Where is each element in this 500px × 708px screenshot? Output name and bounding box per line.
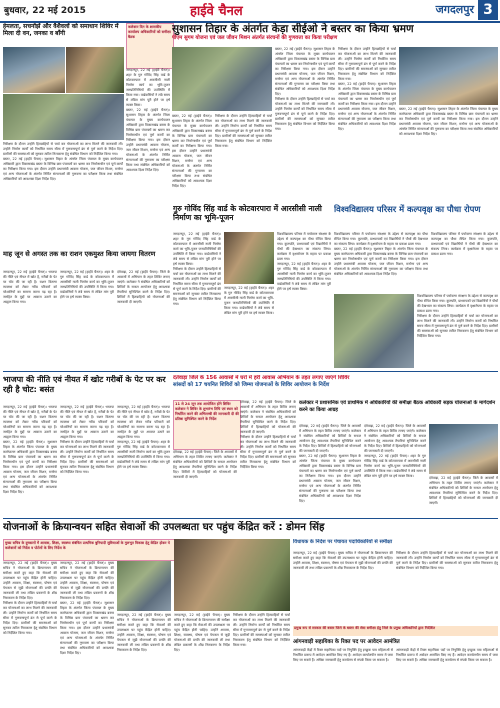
main-story-subheadline: पीएम सुगम योजना एवं जल जीवन मिशन अंतर्गत संरचनों की गुणवत्ता का किया परीक्षण — [172, 35, 338, 41]
vv-headline: विश्वविद्यालय परिसर में कल्पवृक्ष का पौधा रोपण — [334, 204, 481, 214]
paragraph: जगदलपुर, 22 मई (हाईवे चैनल)। मुख्य सचिव ने योजनाओं के क्रियान्वयन की समीक्षा करते हुए कहा कि सेवाओं की उपलब्धता घर पहुंच केंद्रित होनी चाहिए। उन्होंने आवास, शिक्षा, स्वास्थ्य, पोषण एवं पेयजल से जुड़ी योजनाओं की प्रगति की जानकारी ली तथा लंबित प्रकरणों के शीघ्र निराकरण के निर्देश दिए। — [3, 561, 57, 600]
section-divider — [3, 518, 498, 519]
left-top-headline-block — [3, 23, 123, 45]
paragraph: बस्तर, 22 मई (हाईवे चैनल)। सुशासन तिहार के अंतर्गत जिला पंचायत के मुख्य कार्यपालन अधिकारी द्वारा विकासखंड बस्तर के विभिन्न ग्राम पंचायतों का भ्रमण कर निर्माणाधीन एवं पूर्ण कार्यों का निरीक्षण किया गया। इस दौरान उन्होंने प्रधानमंत्री आवास योजना, जल जीवन मिशन, मनरेगा एवं अन्य योजनाओं के अंतर्गत निर्मित संरचनाओं की गुणवत्ता का परीक्षण किया तथा संबंधित अधिकारियों को आवश्यक दिशा निर्देश दिए। — [3, 157, 123, 181]
paragraph: आंगनवाड़ी केंद्रों में रिक्त सहायिका पदों पर नियुक्ति हेतु इच्छुक पात्र महिलाओं से निर्धारित प्रारूप में आवेदन आमंत्रित किए गए हैं। आवेदन कार्यालयीन समय में जमा किए जा सकते हैं। अधिक जानकारी हेतु कार्यालय से संपर्क किया जा सकता है। — [396, 648, 498, 662]
paragraph: दंतेवाड़ा, 22 मई (हाईवे चैनल)। जिले के आवासों में अभियान के तहत शिविर लगाए जाएंगे। कलेक्टर ने संबंधित अधिकारियों को शिविरों के सफल आयोजन हेतु आवश्यक तैयारियां सुनिश्चित करने के निर्देश दिए। शिविरों में हितग्राहियों को योजनाओं की जानकारी दी जाएगी। — [429, 476, 498, 505]
paragraph: बस्तर, 22 मई (हाईवे चैनल)। सुशासन तिहार के अंतर्गत जिला पंचायत के मुख्य कार्यपालन अधिकारी द्वारा विकासखंड बस्तर के विभिन्न ग्राम पंचायतों का भ्रमण कर निर्माणाधीन एवं पूर्ण कार्यों का निरीक्षण किया गया। इस दौरान उन्होंने प्रधानमंत्री आवास योजना, जल जीवन मिशन, मनरेगा एवं अन्य योजनाओं के अंतर्गत निर्मित संरचनाओं की गुणवत्ता का परीक्षण किया तथा संबंधित अधिकारियों को आवश्यक दिशा निर्देश दिए। — [172, 114, 212, 188]
paragraph: निरीक्षण के दौरान उन्होंने हितग्राहियों से चर्चा कर योजनाओं का लाभ मिलने की जानकारी ली। उन्होंने निर्माण कार्यों को निर्धारित समय सीमा में गुणवत्तापूर्ण ढंग से पूर्ण करने के निर्देश दिए। ग्रामीणों की समस्याओं को सुनकर त्वरित निराकरण हेतु संबंधित विभाग को निर्देशित किया गया। — [173, 267, 221, 306]
anganwadi-header — [293, 638, 498, 647]
inset-box-text: 11 से 24 जून तक आयोजित होंगे शिविर कलेक्टर ने शिविर के शुभारंभ तिथि एवं स्थल को निर्धारित करने की अभिलम्बी की जानकारी दी की प्रतिष्ठा सुनिश्चित करने के निर्देश — [175, 402, 239, 421]
anganwadi-body2 — [396, 648, 498, 706]
ration-story-header — [3, 250, 171, 268]
paragraph: बस्तर, 22 मई (हाईवे चैनल)। सुशासन तिहार के अंतर्गत जिला पंचायत के मुख्य कार्यपालन अधिकारी द्वारा विकासखंड बस्तर के विभिन्न ग्राम पंचायतों का भ्रमण कर निर्माणाधीन एवं पूर्ण कार्यों का निरीक्षण किया गया। इस दौरान उन्होंने प्रधानमंत्री आवास योजना, जल जीवन मिशन, मनरेगा एवं अन्य योजनाओं के अंतर्गत निर्मित संरचनाओं की गुणवत्ता का परीक्षण किया तथा संबंधित अधिकारियों को आवश्यक दिशा निर्देश दिए। — [275, 47, 335, 96]
paragraph: जगदलपुर, 22 मई (हाईवे चैनल)। शहर के गुरु गोविंद सिंह वार्ड के कोटवारपारा में आरसीसी नाली निर्माण कार्य का भूमि-पूजन जनप्रतिनिधियों की उपस्थिति में किया गया। वार्डवासियों ने लंबे समय से लंबित मांग पूरी होने पर हर्ष व्यक्त किया। — [173, 232, 221, 266]
guru-body-col3 — [277, 232, 331, 368]
inset-box — [173, 400, 241, 450]
paragraph: निरीक्षण के दौरान उन्होंने हितग्राहियों से चर्चा कर योजनाओं का लाभ मिलने की जानकारी ली। उन्होंने निर्माण कार्यों को निर्धारित समय सीमा में गुणवत्तापूर्ण ढंग से पूर्ण करने के निर्देश दिए। ग्रामीणों की समस्याओं को सुनकर त्वरित निराकरण हेतु संबंधित विभाग को निर्देशित किया गया। — [240, 435, 296, 469]
anganwadi-body1 — [293, 648, 393, 706]
bjp-headline: भाजपा की नीति एवं नीयत में खोट गरीबों के पेट पर कर रही है चोट: बसंत — [3, 375, 166, 394]
vv-story-header — [334, 204, 498, 230]
paragraph: बस्तर, 22 मई (हाईवे चैनल)। सुशासन तिहार के अंतर्गत जिला पंचायत के मुख्य कार्यपालन अधिकारी द्वारा विकासखंड बस्तर के विभिन्न ग्राम पंचायतों का भ्रमण कर निर्माणाधीन एवं पूर्ण कार्यों का निरीक्षण किया गया। इस दौरान उन्होंने प्रधानमंत्री आवास योजना, जल जीवन मिशन, मनरेगा एवं अन्य योजनाओं के अंतर्गत निर्मित संरचनाओं की गुणवत्ता का परीक्षण किया तथा संबंधित अधिकारियों को आवश्यक दिशा निर्देश दिए। — [60, 601, 114, 655]
photo-main-2 — [399, 47, 498, 105]
paragraph: निरीक्षण के दौरान उन्होंने हितग्राहियों से चर्चा कर योजनाओं का लाभ मिलने की जानकारी ली। उन्होंने निर्माण कार्यों को निर्धारित समय सीमा में गुणवत्तापूर्ण ढंग से पूर्ण करने के निर्देश दिए। ग्रामीणों की समस्याओं को सुनकर त्वरित निराकरण हेतु संबंधित विभाग को निर्देशित किया गया। — [396, 551, 498, 570]
main-body-col5 — [399, 107, 498, 200]
section-divider — [3, 371, 498, 372]
left-top-body — [3, 142, 123, 246]
paragraph: जगदलपुर, 22 मई (हाईवे चैनल)। शहर के गुरु गोविंद सिंह वार्ड के कोटवारपारा में आरसीसी नाली निर्माण कार्य का भूमि-पूजन जनप्रतिनिधियों की उपस्थिति में किया गया। वार्डवासियों ने लंबे समय से लंबित मांग पूरी होने पर हर्ष व्यक्त किया। — [60, 270, 114, 299]
highlight-strip-text: प्रमुख रूप से सरकार की बस्तर जिले के बस्तर की सेवा समीक्षा हेतु जिले के प्रमुख अधिकारियों द्वारा निर्देशित — [294, 626, 435, 630]
paragraph: बस्तर, 22 मई (हाईवे चैनल)। सुशासन तिहार के अंतर्गत जिला पंचायत के मुख्य कार्यपालन अधिकारी द्वारा विकासखंड बस्तर के विभिन्न ग्राम पंचायतों का भ्रमण कर निर्माणाधीन एवं पूर्ण कार्यों का निरीक्षण किया गया। इस दौरान उन्होंने प्रधानमंत्री आवास योजना, जल जीवन मिशन, मनरेगा एवं अन्य योजनाओं के अंतर्गत निर्मित संरचनाओं की गुणवत्ता का परीक्षण किया तथा संबंधित अधिकारियों को आवश्यक दिशा निर्देश दिए। — [126, 108, 170, 172]
paragraph: जगदलपुर, 22 मई (हाईवे चैनल)। मुख्य सचिव ने योजनाओं के क्रियान्वयन की समीक्षा करते हुए कहा कि सेवाओं की उपलब्धता घर पहुंच केंद्रित होनी चाहिए। उन्होंने आवास, शिक्षा, स्वास्थ्य, पोषण एवं पेयजल से जुड़ी योजनाओं की प्रगति की जानकारी ली तथा लंबित प्रकरणों के शीघ्र निराकरण के निर्देश दिए। — [293, 551, 393, 570]
dantewada-banner — [173, 375, 498, 397]
main-story-header — [172, 23, 498, 45]
photo-left-1 — [3, 47, 65, 93]
paragraph: निरीक्षण के दौरान उन्होंने हितग्राहियों से चर्चा कर योजनाओं का लाभ मिलने की जानकारी ली। उन्होंने निर्माण कार्यों को निर्धारित समय सीमा में गुणवत्तापूर्ण ढंग से पूर्ण करने के निर्देश दिए। ग्रामीणों की समस्याओं को सुनकर त्वरित निराकरण हेतु संबंधित विभाग को निर्देशित किया गया। — [417, 314, 498, 338]
paragraph: बस्तर, 22 मई (हाईवे चैनल)। सुशासन तिहार के अंतर्गत जिला पंचायत के मुख्य कार्यपालन अधिकारी द्वारा विकासखंड बस्तर के विभिन्न ग्राम पंचायतों का भ्रमण कर निर्माणाधीन एवं पूर्ण कार्यों का निरीक्षण किया गया। इस दौरान उन्होंने प्रधानमंत्री आवास योजना, जल जीवन मिशन, मनरेगा एवं अन्य योजनाओं के अंतर्गत निर्मित संरचनाओं की गुणवत्ता का परीक्षण किया तथा संबंधित अधिकारियों को आवश्यक दिशा निर्देश दिए। — [338, 82, 396, 131]
sidebar-body — [126, 68, 170, 194]
anganwadi-headline: आंगनवाड़ी सहायिका के रिक्त पद पर आवेदन आमंत्रित — [293, 639, 400, 645]
main-body-col1 — [172, 114, 212, 200]
paragraph: विश्वविद्यालय परिसर में पर्यावरण संरक्षण के उद्देश्य से कल्पवृक्ष का पौधा रोपित किया गया। कुलपति, प्राध्यापकों एवं विद्यार्थियों ने पौधों की देखभाल का संकल्प लिया। कार्यक्रम में वृक्षारोपण के महत्व पर प्रकाश डाला गया। — [417, 294, 498, 313]
photo-collector — [429, 424, 498, 474]
city-name: जगदलपुर — [435, 3, 474, 16]
photo-left-3 — [3, 94, 124, 140]
guru-body-col1 — [173, 232, 221, 368]
dantewada-subheadline: सांसदों को 17 चयनित शिविरों को जिम्मा योजनाओं के शिविर आयोजन के निर्देश — [173, 382, 330, 388]
collector-body-col2 — [364, 424, 426, 515]
paragraph: जगदलपुर, 22 मई (हाईवे चैनल)। भाजपा की नीति एवं नीयत में खोट है, गरीबों के पेट पर चोट की जा रही है। राशन वितरण व्यवस्था को लेकर गरीब परिवारों को परेशानियों का सामना करना पड़ रहा है। जनहित के मुद्दों पर आवाज उठाने का आह्वान किया गया। — [3, 405, 57, 439]
guru-headline: गुरु गोविंद सिंह वार्ड के कोटवारपारा में आरसीसी नाली निर्माण का भूमि-पूजन — [173, 204, 322, 222]
paragraph: निरीक्षण के दौरान उन्होंने हितग्राहियों से चर्चा कर योजनाओं का लाभ मिलने की जानकारी ली। उन्होंने निर्माण कार्यों को निर्धारित समय सीमा में गुणवत्तापूर्ण ढंग से पूर्ण करने के निर्देश दिए। ग्रामीणों की समस्याओं को सुनकर त्वरित निराकरण हेतु संबंधित विभाग को निर्देशित किया गया। — [233, 613, 290, 647]
paragraph: बस्तर, 22 मई (हाईवे चैनल)। सुशासन तिहार के अंतर्गत जिला पंचायत के मुख्य कार्यपालन अधिकारी द्वारा विकासखंड बस्तर के विभिन्न ग्राम पंचायतों का भ्रमण कर निर्माणाधीन एवं पूर्ण कार्यों का निरीक्षण किया गया। इस दौरान उन्होंने प्रधानमंत्री आवास योजना, जल जीवन मिशन, मनरेगा एवं अन्य योजनाओं के अंतर्गत निर्मित संरचनाओं की गुणवत्ता का परीक्षण किया तथा संबंधित अधिकारियों को आवश्यक दिशा निर्देश दिए। — [3, 440, 57, 494]
bottom-headline: योजनाओं के क्रियान्वयन सहित सेवाओं की उपलब्धता घर पहुंच केंद्रित करें : डोमन सिंह — [3, 522, 325, 533]
photo-left-2 — [66, 47, 124, 93]
bjp-body-col2 — [60, 405, 114, 515]
paragraph: विश्वविद्यालय परिसर में पर्यावरण संरक्षण के उद्देश्य से कल्पवृक्ष का पौधा रोपित किया गया। कुलपति, प्राध्यापकों एवं विद्यार्थियों ने पौधों की देखभाल का संकल्प लिया। कार्यक्रम में वृक्षारोपण के महत्व पर प्रकाश डाला गया। — [334, 232, 428, 246]
page-header — [0, 0, 500, 23]
paragraph: दंतेवाड़ा, 22 मई (हाईवे चैनल)। जिले के आवासों में अभियान के तहत शिविर लगाए जाएंगे। कलेक्टर ने संबंधित अधिकारियों को शिविरों के सफल आयोजन हेतु आवश्यक तैयारियां सुनिश्चित करने के निर्देश दिए। शिविरों में हितग्राहियों को योजनाओं की जानकारी दी जाएगी। — [364, 424, 426, 453]
photo-bottom-2 — [174, 539, 290, 611]
vv-body-bottom — [417, 294, 498, 368]
collector-body-col1 — [299, 424, 361, 515]
guru-story-header — [173, 204, 331, 230]
ration-body-col1 — [3, 270, 57, 368]
bjp-story-header — [3, 375, 171, 403]
paragraph: जगदलपुर, 22 मई (हाईवे चैनल)। शहर के गुरु गोविंद सिंह वार्ड के कोटवारपारा में आरसीसी नाली निर्माण कार्य का भूमि-पूजन जनप्रतिनिधियों की उपस्थिति में किया गया। वार्डवासियों ने लंबे समय से लंबित मांग पूरी होने पर हर्ष व्यक्त किया। — [117, 440, 170, 469]
paragraph: निरीक्षण के दौरान उन्होंने हितग्राहियों से चर्चा कर योजनाओं का लाभ मिलने की जानकारी ली। उन्होंने निर्माण कार्यों को निर्धारित समय सीमा में गुणवत्तापूर्ण ढंग से पूर्ण करने के निर्देश दिए। ग्रामीणों की समस्याओं को सुनकर त्वरित निराकरण हेतु संबंधित विभाग को निर्देशित किया गया। — [275, 97, 335, 131]
main-body-col2 — [215, 114, 272, 200]
bottom-sub-right: विधायक के निर्देश पर पंचायत पदाधिकारियों से समीक्षा — [293, 539, 393, 545]
collector-body-col3 — [429, 476, 498, 515]
bottom-sub-left: मुख्य सचिव के दुष्कालों में आवास, शिक्षा, स्वास्थ्य संबंधित प्राथमिक बुनियादी सुविधाओं के मुलभूत विकास हेतु केंद्रित होकर ये कलेक्टरों को निर्देश व पोर्टलों के लिए निर्देश के — [5, 541, 170, 550]
bottom-body-col4 — [174, 613, 230, 706]
dantewada-body-col2 — [240, 400, 296, 515]
photo-guru — [224, 232, 274, 284]
photo-bottom-1 — [117, 561, 171, 611]
paragraph: दंतेवाड़ा, 22 मई (हाईवे चैनल)। जिले के आवासों में अभियान के तहत शिविर लगाए जाएंगे। कलेक्टर ने संबंधित अधिकारियों को शिविरों के सफल आयोजन हेतु आवश्यक तैयारियां सुनिश्चित करने के निर्देश दिए। शिविरों में हितग्राहियों को योजनाओं की जानकारी दी जाएगी। — [299, 424, 361, 453]
paragraph: जगदलपुर, 22 मई (हाईवे चैनल)। शहर के गुरु गोविंद सिंह वार्ड के कोटवारपारा में आरसीसी नाली निर्माण कार्य का भूमि-पूजन जनप्रतिनिधियों की उपस्थिति में किया गया। वार्डवासियों ने लंबे समय से लंबित मांग पूरी होने पर हर्ष व्यक्त किया। — [364, 454, 426, 478]
dantewada-headline: दंतेवाड़ा जिले के 156 आवासों में घरों में हरी आवास अभियान के तहत लगाए जाएंगे शिविर — [173, 375, 350, 381]
paragraph: निरीक्षण के दौरान उन्होंने हितग्राहियों से चर्चा कर योजनाओं का लाभ मिलने की जानकारी ली। उन्होंने निर्माण कार्यों को निर्धारित समय सीमा में गुणवत्तापूर्ण ढंग से पूर्ण करने के निर्देश दिए। ग्रामीणों की समस्याओं को सुनकर त्वरित निराकरण हेतु संबंधित विभाग को निर्देशित किया गया। — [215, 114, 272, 148]
paragraph: जगदलपुर, 22 मई (हाईवे चैनल)। शहर के गुरु गोविंद सिंह वार्ड के कोटवारपारा में आरसीसी नाली निर्माण कार्य का भूमि-पूजन जनप्रतिनिधियों की उपस्थिति में किया गया। वार्डवासियों ने लंबे समय से लंबित मांग पूरी होने पर हर्ष व्यक्त किया। — [224, 286, 274, 315]
paragraph: निरीक्षण के दौरान उन्होंने हितग्राहियों से चर्चा कर योजनाओं का लाभ मिलने की जानकारी ली। उन्होंने निर्माण कार्यों को निर्धारित समय सीमा में गुणवत्तापूर्ण ढंग से पूर्ण करने के निर्देश दिए। ग्रामीणों की समस्याओं को सुनकर त्वरित निराकरण हेतु संबंधित विभाग को निर्देशित किया गया। — [60, 440, 114, 474]
main-story-headline: सुशासन तिहार के अंतर्गत केड़ा सीईओ ने बस्तर का किया भ्रमण — [172, 23, 414, 35]
paragraph: जगदलपुर, 22 मई (हाईवे चैनल)। शहर के गुरु गोविंद सिंह वार्ड के कोटवारपारा में आरसीसी नाली निर्माण कार्य का भूमि-पूजन जनप्रतिनिधियों की उपस्थिति में किया गया। वार्डवासियों ने लंबे समय से लंबित मांग पूरी होने पर हर्ष व्यक्त किया। — [126, 68, 170, 107]
bottom-sub-right-block — [293, 539, 498, 549]
bjp-body-col1 — [3, 405, 57, 515]
guru-body-col2 — [224, 286, 274, 368]
paragraph: जगदलपुर, 22 मई (हाईवे चैनल)। शहर के गुरु गोविंद सिंह वार्ड के कोटवारपारा में आरसीसी नाली निर्माण कार्य का भूमि-पूजन जनप्रतिनिधियों की उपस्थिति में किया गया। वार्डवासियों ने लंबे समय से लंबित मांग पूरी होने पर हर्ष व्यक्त किया। — [277, 262, 331, 291]
paragraph: निरीक्षण के दौरान उन्होंने हितग्राहियों से चर्चा कर योजनाओं का लाभ मिलने की जानकारी ली। उन्होंने निर्माण कार्यों को निर्धारित समय सीमा में गुणवत्तापूर्ण ढंग से पूर्ण करने के निर्देश दिए। ग्रामीणों की समस्याओं को सुनकर त्वरित निराकरण हेतु संबंधित विभाग को निर्देशित किया गया। — [3, 601, 57, 635]
sidebar-box — [126, 23, 174, 69]
bottom-body-col5 — [233, 613, 290, 706]
bottom-sub-left-box — [3, 539, 175, 561]
vv-body-top — [334, 232, 428, 292]
paragraph: दंतेवाड़ा, 22 मई (हाईवे चैनल)। जिले के आवासों में अभियान के तहत शिविर लगाए जाएंगे। कलेक्टर ने संबंधित अधिकारियों को शिविरों के सफल आयोजन हेतु आवश्यक तैयारियां सुनिश्चित करने के निर्देश दिए। शिविरों में हितग्राहियों को योजनाओं की जानकारी दी जाएगी। — [240, 400, 296, 434]
paragraph: निरीक्षण के दौरान उन्होंने हितग्राहियों से चर्चा कर योजनाओं का लाभ मिलने की जानकारी ली। उन्होंने निर्माण कार्यों को निर्धारित समय सीमा में गुणवत्तापूर्ण ढंग से पूर्ण करने के निर्देश दिए। ग्रामीणों की समस्याओं को सुनकर त्वरित निराकरण हेतु संबंधित विभाग को निर्देशित किया गया। — [3, 142, 123, 156]
paragraph: जगदलपुर, 22 मई (हाईवे चैनल)। मुख्य सचिव ने योजनाओं के क्रियान्वयन की समीक्षा करते हुए कहा कि सेवाओं की उपलब्धता घर पहुंच केंद्रित होनी चाहिए। उन्होंने आवास, शिक्षा, स्वास्थ्य, पोषण एवं पेयजल से जुड़ी योजनाओं की प्रगति की जानकारी ली तथा लंबित प्रकरणों के शीघ्र निराकरण के निर्देश दिए। — [117, 613, 171, 652]
sidebar-box-text: कलेक्टर दिन के शासकीय कार्यालय अधिकारियों को समीक्षा बैठक — [128, 25, 171, 39]
masthead: हाईवे चैनल — [190, 4, 243, 19]
paragraph: बस्तर, 22 मई (हाईवे चैनल)। सुशासन तिहार के अंतर्गत जिला पंचायत के मुख्य कार्यपालन अधिकारी द्वारा विकासखंड बस्तर के विभिन्न ग्राम पंचायतों का भ्रमण कर निर्माणाधीन एवं पूर्ण कार्यों का निरीक्षण किया गया। इस दौरान उन्होंने प्रधानमंत्री आवास योजना, जल जीवन मिशन, मनरेगा एवं अन्य योजनाओं के अंतर्गत निर्मित संरचनाओं की गुणवत्ता का परीक्षण किया तथा संबंधित अधिकारियों को आवश्यक दिशा निर्देश दिए। — [399, 107, 498, 136]
paragraph: जगदलपुर, 22 मई (हाईवे चैनल)। भाजपा की नीति एवं नीयत में खोट है, गरीबों के पेट पर चोट की जा रही है। राशन वितरण व्यवस्था को लेकर गरीब परिवारों को परेशानियों का सामना करना पड़ रहा है। जनहित के मुद्दों पर आवाज उठाने का आह्वान किया गया। — [60, 405, 114, 439]
paragraph: विश्वविद्यालय परिसर में पर्यावरण संरक्षण के उद्देश्य से कल्पवृक्ष का पौधा रोपित किया गया। कुलपति, प्राध्यापकों एवं विद्यार्थियों ने पौधों की देखभाल का संकल्प लिया। कार्यक्रम में वृक्षारोपण के महत्व पर प्रकाश डाला गया। — [431, 232, 498, 256]
ration-body-col2 — [60, 270, 114, 368]
ration-body-col3 — [117, 270, 170, 368]
vv-body-right — [431, 232, 498, 292]
paragraph: बस्तर, 22 मई (हाईवे चैनल)। सुशासन तिहार के अंतर्गत जिला पंचायत के मुख्य कार्यपालन अधिकारी द्वारा विकासखंड बस्तर के विभिन्न ग्राम पंचायतों का भ्रमण कर निर्माणाधीन एवं पूर्ण कार्यों का निरीक्षण किया गया। इस दौरान उन्होंने प्रधानमंत्री आवास योजना, जल जीवन मिशन, मनरेगा एवं अन्य योजनाओं के अंतर्गत निर्मित संरचनाओं की गुणवत्ता का परीक्षण किया तथा संबंधित अधिकारियों को आवश्यक दिशा निर्देश दिए। — [299, 454, 361, 503]
bottom-body-col1 — [3, 561, 57, 706]
main-body-col4 — [338, 47, 396, 200]
paragraph: जगदलपुर, 22 मई (हाईवे चैनल)। मुख्य सचिव ने योजनाओं के क्रियान्वयन की समीक्षा करते हुए कहा कि सेवाओं की उपलब्धता घर पहुंच केंद्रित होनी चाहिए। उन्होंने आवास, शिक्षा, स्वास्थ्य, पोषण एवं पेयजल से जुड़ी योजनाओं की प्रगति की जानकारी ली तथा लंबित प्रकरणों के शीघ्र निराकरण के निर्देश दिए। — [174, 613, 230, 652]
paragraph: दंतेवाड़ा, 22 मई (हाईवे चैनल)। जिले के आवासों में अभियान के तहत शिविर लगाए जाएंगे। कलेक्टर ने संबंधित अधिकारियों को शिविरों के सफल आयोजन हेतु आवश्यक तैयारियां सुनिश्चित करने के निर्देश दिए। शिविरों में हितग्राहियों को योजनाओं की जानकारी दी जाएगी। — [117, 270, 170, 304]
bottom-body-col3 — [117, 613, 171, 706]
bottom-story-header — [3, 521, 498, 537]
bjp-body-col3 — [117, 405, 170, 515]
left-top-headline: हेमलता, सचनोंझें और वैशैवलों को समाधान शिविर में मिला दी वन, जनका व बाँगी — [3, 23, 119, 37]
page-number: 3 — [478, 0, 498, 20]
paragraph: जगदलपुर, 22 मई (हाईवे चैनल)। भाजपा की नीति एवं नीयत में खोट है, गरीबों के पेट पर चोट की जा रही है। राशन वितरण व्यवस्था को लेकर गरीब परिवारों को परेशानियों का सामना करना पड़ रहा है। जनहित के मुद्दों पर आवाज उठाने का आह्वान किया गया। — [117, 405, 170, 439]
paragraph: आंगनवाड़ी केंद्रों में रिक्त सहायिका पदों पर नियुक्ति हेतु इच्छुक पात्र महिलाओं से निर्धारित प्रारूप में आवेदन आमंत्रित किए गए हैं। आवेदन कार्यालयीन समय में जमा किए जा सकते हैं। अधिक जानकारी हेतु कार्यालय से संपर्क किया जा सकता है। — [293, 648, 393, 662]
photo-main-1 — [172, 47, 272, 111]
dantewada-body-col1 — [173, 450, 237, 515]
photo-vv — [334, 294, 414, 368]
issue-date: बुधवार, 22 मई 2015 — [4, 6, 86, 16]
paragraph: निरीक्षण के दौरान उन्होंने हितग्राहियों से चर्चा कर योजनाओं का लाभ मिलने की जानकारी ली। उन्होंने निर्माण कार्यों को निर्धारित समय सीमा में गुणवत्तापूर्ण ढंग से पूर्ण करने के निर्देश दिए। ग्रामीणों की समस्याओं को सुनकर त्वरित निराकरण हेतु संबंधित विभाग को निर्देशित किया गया। — [338, 47, 396, 81]
collector-headline: कलेक्टर ने प्रशासनिक एवं प्राथमिक में अधिकारियों की समीक्षा बैठक अधिकारी सड़क योजनाओं के मार्गदर्शन करने का किया आग्रह — [299, 400, 496, 413]
highlight-strip — [293, 626, 498, 636]
paragraph: दंतेवाड़ा, 22 मई (हाईवे चैनल)। जिले के आवासों में अभियान के तहत शिविर लगाए जाएंगे। कलेक्टर ने संबंधित अधिकारियों को शिविरों के सफल आयोजन हेतु आवश्यक तैयारियां सुनिश्चित करने के निर्देश दिए। शिविरों में हितग्राहियों को योजनाओं की जानकारी दी जाएगी। — [173, 450, 237, 479]
collector-story-header — [299, 400, 498, 422]
ration-headline: माह जून से अगस्त तक का राशन एकमुश्त किया जायगा वितरण — [3, 250, 156, 258]
paragraph: जगदलपुर, 22 मई (हाईवे चैनल)। भाजपा की नीति एवं नीयत में खोट है, गरीबों के पेट पर चोट की जा रही है। राशन वितरण व्यवस्था को लेकर गरीब परिवारों को परेशानियों का सामना करना पड़ रहा है। जनहित के मुद्दों पर आवाज उठाने का आह्वान किया गया। — [3, 270, 57, 304]
paragraph: विश्वविद्यालय परिसर में पर्यावरण संरक्षण के उद्देश्य से कल्पवृक्ष का पौधा रोपित किया गया। कुलपति, प्राध्यापकों एवं विद्यार्थियों ने पौधों की देखभाल का संकल्प लिया। कार्यक्रम में वृक्षारोपण के महत्व पर प्रकाश डाला गया। — [277, 232, 331, 261]
bottom-body-col2 — [60, 561, 114, 706]
paragraph: बस्तर, 22 मई (हाईवे चैनल)। सुशासन तिहार के अंतर्गत जिला पंचायत के मुख्य कार्यपालन अधिकारी द्वारा विकासखंड बस्तर के विभिन्न ग्राम पंचायतों का भ्रमण कर निर्माणाधीन एवं पूर्ण कार्यों का निरीक्षण किया गया। इस दौरान उन्होंने प्रधानमंत्री आवास योजना, जल जीवन मिशन, मनरेगा एवं अन्य योजनाओं के अंतर्गत निर्मित संरचनाओं की गुणवत्ता का परीक्षण किया तथा संबंधित अधिकारियों को आवश्यक दिशा निर्देश दिए। — [334, 247, 428, 276]
main-body-col3 — [275, 47, 335, 200]
paragraph: जगदलपुर, 22 मई (हाईवे चैनल)। मुख्य सचिव ने योजनाओं के क्रियान्वयन की समीक्षा करते हुए कहा कि सेवाओं की उपलब्धता घर पहुंच केंद्रित होनी चाहिए। उन्होंने आवास, शिक्षा, स्वास्थ्य, पोषण एवं पेयजल से जुड़ी योजनाओं की प्रगति की जानकारी ली तथा लंबित प्रकरणों के शीघ्र निराकरण के निर्देश दिए। — [60, 561, 114, 600]
